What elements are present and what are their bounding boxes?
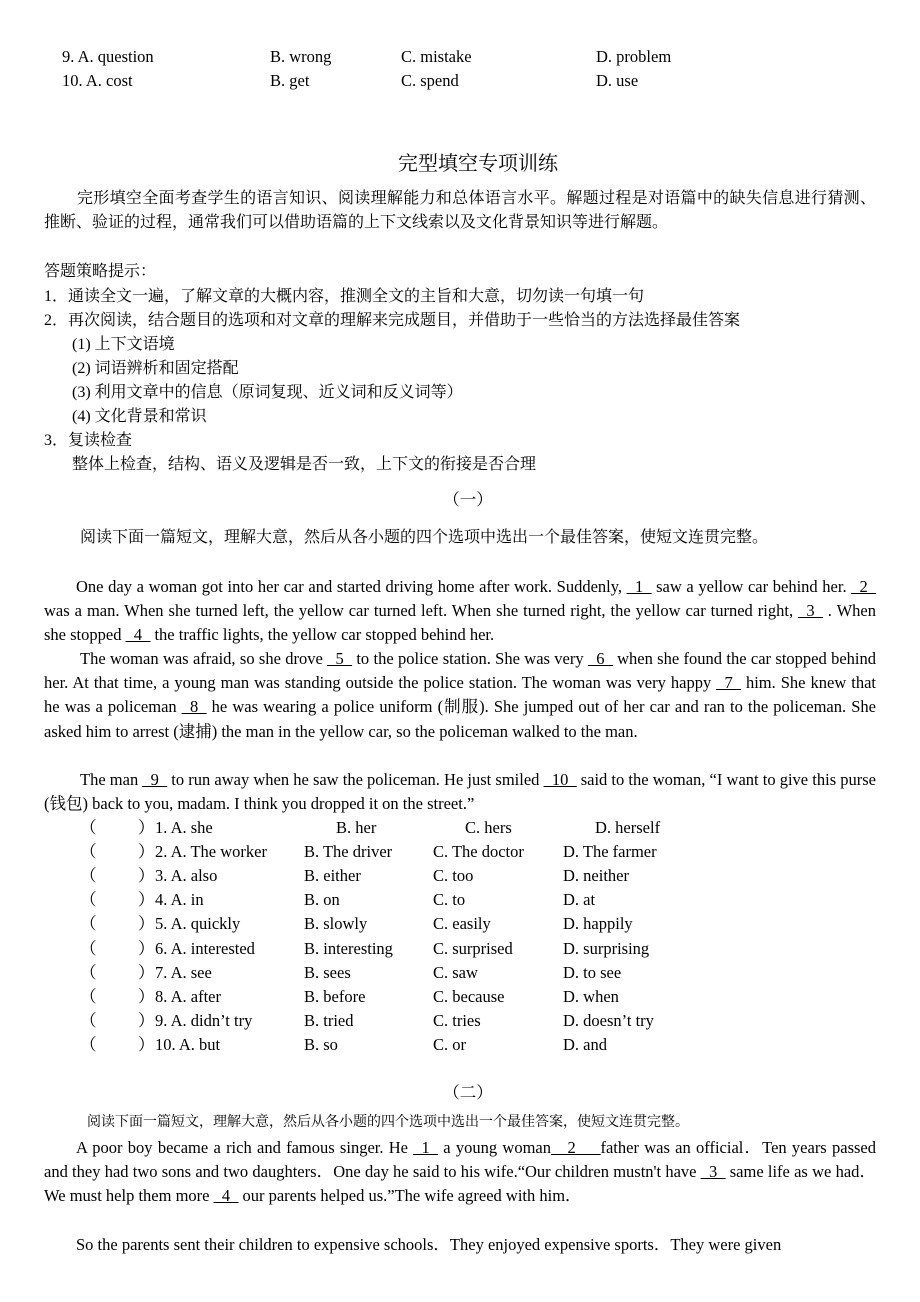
strategy-subitem: (1) 上下文语境: [72, 336, 175, 353]
blank: _8_: [181, 697, 207, 717]
strategy-detail: 整体上检查，结构、语义及逻辑是否一致，上下文的衔接是否合理: [72, 456, 537, 473]
option-d: D. happily: [563, 914, 633, 934]
option-b: B. The driver: [304, 842, 393, 862]
answer-bracket-close: ）: [138, 818, 155, 837]
option-c: C. because: [433, 986, 505, 1006]
option-b: B. sees: [304, 962, 351, 982]
section-instruction: 阅读下面一篇短文，理解大意，然后从各小题的四个选项中选出一个最佳答案，使短文连贯完整。: [87, 1115, 689, 1130]
blank: __2___: [550, 1138, 601, 1157]
answer-bracket-open: （: [80, 938, 97, 958]
option-a: 8. A. after: [155, 986, 221, 1006]
blank: _2_: [851, 577, 876, 596]
strategy-subitem: (4) 文化背景和常识: [72, 408, 207, 425]
option-b: B. slowly: [304, 914, 368, 934]
option-c: C. easily: [433, 914, 491, 934]
option-d: D. doesn’t try: [563, 1010, 654, 1030]
strategy-item: 2．再次阅读，结合题目的选项和对文章的理解来完成题目，并借助于一些恰当的方法选择最佳答案: [44, 312, 741, 329]
option-d: D. neither: [563, 866, 629, 886]
passage-paragraph: The woman was afraid, so she drove _5_ to the police station. She was very _6_ when she found the car stopped behind her. At that time, a young man was standing outside the police station. The woman was very happy _7_ him. She knew that he was a policeman _8_ he was wearing a police uniform (制服). She jumped out of her car and ran to the policeman. She asked him to arrest (逮捕) the man in the yellow car, so the policeman walked to the man.: [44, 649, 876, 741]
option-row: [0, 864, 920, 888]
option-a: 10. A. cost: [62, 71, 133, 90]
blank: _1_: [626, 577, 652, 596]
answer-bracket-open: （: [80, 986, 97, 1006]
option-c: C. tries: [433, 1010, 481, 1030]
option-b: B. tried: [304, 1010, 354, 1030]
option-b: B. wrong: [270, 47, 332, 66]
blank: _4_: [213, 1186, 239, 1206]
answer-bracket-open: （: [80, 1034, 97, 1054]
option-b: B. interesting: [304, 938, 393, 958]
strategy-item: 3．复读检查: [44, 432, 133, 449]
passage-paragraph: A poor boy became a rich and famous singer. He _1_ a young woman__2___father was an official．Ten years passed and they had two sons and two daughters．One day he said to his wife.“Our children mustn't have _3_ same life as we had．We must help them more _4_ our parents helped us.”The wife agreed with him．: [44, 1138, 877, 1206]
option-d: D. herself: [595, 818, 661, 837]
option-c: C. surprised: [433, 938, 513, 958]
passage-paragraph: One day a woman got into her car and started driving home after work. Suddenly, _1_ saw a yellow car behind her. _2_ was a man. When she turned left, the yellow car turned left. When she turned right, the yellow car turned right, _3_ . When she stopped _4_ the traffic lights, the yellow car stopped behind her.: [44, 577, 876, 645]
option-c: C. spend: [401, 71, 459, 90]
answer-bracket-close: ）: [138, 986, 155, 1006]
answer-bracket-close: ）: [138, 1010, 155, 1030]
answer-bracket-open: （: [80, 890, 97, 910]
answer-bracket-close: ）: [138, 962, 155, 982]
answer-bracket-close: ）: [138, 914, 155, 934]
option-row: [0, 816, 920, 840]
answer-bracket-open: （: [80, 818, 97, 837]
option-a: 9. A. didn’t try: [155, 1010, 253, 1030]
blank: _1_: [413, 1138, 439, 1157]
option-row: [0, 985, 920, 1009]
option-d: D. use: [596, 71, 639, 90]
intro-paragraph: 完形填空全面考查学生的语言知识、阅读理解能力和总体语言水平。解题过程是对语篇中的缺失信息进行猜测、推断、验证的过程，通常我们可以借助语篇的上下文线索以及文化背景知识等进行解题。: [44, 190, 876, 232]
blank: _6_: [587, 649, 613, 668]
option-row: [0, 912, 920, 936]
option-c: C. The doctor: [433, 842, 524, 862]
answer-bracket-open: （: [80, 866, 97, 886]
option-c: C. mistake: [401, 47, 472, 66]
option-d: D. surprising: [563, 938, 650, 958]
option-b: B. her: [336, 818, 377, 837]
blank: _9_: [142, 770, 168, 789]
section-instruction: 阅读下面一篇短文，理解大意，然后从各小题的四个选项中选出一个最佳答案，使短文连贯完整。: [80, 529, 769, 546]
option-d: D. when: [563, 986, 619, 1006]
answer-bracket-close: ）: [138, 842, 155, 862]
blank: _4_: [125, 625, 151, 645]
answer-bracket-close: ）: [138, 890, 155, 910]
option-c: C. hers: [465, 818, 512, 837]
option-row: [0, 1009, 920, 1033]
blank: _10_: [543, 770, 577, 789]
option-c: C. too: [433, 866, 474, 886]
option-c: C. or: [433, 1034, 466, 1054]
strategy-subitem: (3) 利用文章中的信息（原词复现、近义词和反义词等）: [72, 384, 463, 401]
blank: _5_: [327, 649, 352, 668]
option-a: 3. A. also: [155, 866, 218, 886]
answer-bracket-open: （: [80, 842, 97, 862]
prev-option-row: [0, 69, 920, 93]
option-b: B. get: [270, 71, 310, 90]
option-row: [0, 1033, 920, 1057]
answer-bracket-close: ）: [138, 866, 155, 886]
option-a: 2. A. The worker: [155, 842, 267, 862]
option-d: D. and: [563, 1034, 607, 1054]
option-a: 1. A. she: [155, 818, 213, 837]
option-d: D. at: [563, 890, 596, 910]
answer-bracket-close: ）: [138, 1034, 155, 1054]
option-b: B. before: [304, 986, 366, 1006]
option-b: B. so: [304, 1034, 338, 1054]
option-a: 4. A. in: [155, 890, 204, 910]
option-a: 9. A. question: [62, 47, 154, 66]
blank: _3_: [700, 1162, 726, 1182]
blank: _7_: [716, 673, 741, 693]
section-heading: （二）: [443, 1083, 493, 1102]
answer-bracket-close: ）: [138, 938, 155, 958]
blank: _3_: [798, 601, 823, 621]
passage-paragraph: So the parents sent their children to expensive schools．They enjoyed expensive sports．They were given: [76, 1235, 782, 1254]
section-heading: （一）: [443, 490, 493, 509]
page-title: 完型填空专项训练: [398, 153, 558, 175]
option-b: B. either: [304, 866, 361, 886]
answer-bracket-open: （: [80, 962, 97, 982]
prev-option-row: [0, 45, 920, 69]
strategy-subitem: (2) 词语辨析和固定搭配: [72, 360, 239, 377]
option-d: D. problem: [596, 47, 672, 66]
answer-bracket-open: （: [80, 914, 97, 934]
option-d: D. to see: [563, 962, 622, 982]
option-row: [0, 961, 920, 985]
option-row: [0, 888, 920, 912]
option-c: C. saw: [433, 962, 478, 982]
strategy-item: 1．通读全文一遍，了解文章的大概内容，推测全文的主旨和大意，切勿读一句填一句: [44, 288, 645, 305]
option-row: [0, 840, 920, 864]
passage-paragraph: The man _9_ to run away when he saw the policeman. He just smiled _10_ said to the woman, “I want to give this purse (钱包) back to you, madam. I think you dropped it on the street.”: [44, 770, 877, 814]
strategy-header: 答题策略提示：: [44, 263, 157, 280]
option-b: B. on: [304, 890, 340, 910]
option-row: [0, 937, 920, 961]
option-a: 10. A. but: [155, 1034, 221, 1054]
option-a: 5. A. quickly: [155, 914, 241, 934]
option-a: 6. A. interested: [155, 938, 255, 958]
answer-bracket-open: （: [80, 1010, 97, 1030]
option-a: 7. A. see: [155, 962, 212, 982]
option-c: C. to: [433, 890, 466, 910]
option-d: D. The farmer: [563, 842, 657, 862]
